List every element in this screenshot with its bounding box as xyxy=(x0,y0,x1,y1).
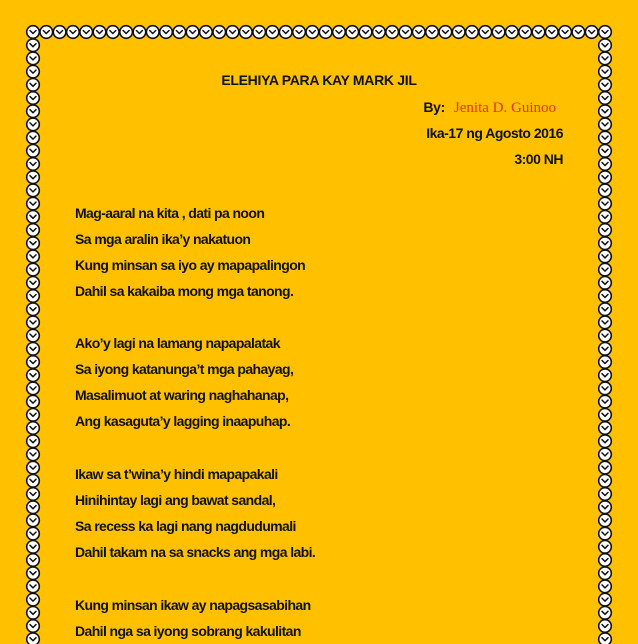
stanza-3 xyxy=(75,461,315,565)
poem-title: ELEHIYA PARA KAY MARK JIL xyxy=(221,72,417,88)
stanza-2 xyxy=(75,330,293,434)
poem-time: 3:00 NH xyxy=(514,151,563,167)
by-label: By: xyxy=(423,99,446,115)
poem-line: Kung minsan sa iyo ay mapapalingon xyxy=(75,257,306,273)
poem-line: Ikaw sa t’wina’y hindi mapapakali xyxy=(75,466,278,482)
circle-chevron-icon xyxy=(27,633,40,644)
circle-chevron-icon xyxy=(599,633,612,644)
author-name: Jenita D. Guinoo xyxy=(453,100,556,116)
poem-line: Ako’y lagi na lamang napapalatak xyxy=(75,335,280,351)
poem-line: Dahil takam na sa snacks ang mga labi. xyxy=(75,544,316,560)
poem-line: Sa mga aralin ika’y nakatuon xyxy=(75,231,251,247)
byline xyxy=(423,99,556,117)
poem-line: Hinihintay lagi ang bawat sandal, xyxy=(75,492,276,508)
poem-line: Ang kasaguta’y lagging inaapuhap. xyxy=(75,413,291,429)
poem-line: Dahil nga sa iyong sobrang kakulitan xyxy=(75,623,301,639)
poem-line: Mag-aaral na kita , dati pa noon xyxy=(75,205,265,221)
poem-line: Dahil sa kakaiba mong mga tanong. xyxy=(75,283,294,299)
stanza-1 xyxy=(75,200,305,304)
poem-line: Sa iyong katanunga’t mga pahayag, xyxy=(75,361,294,377)
poem-date: Ika-17 ng Agosto 2016 xyxy=(426,125,563,141)
poem-line: Sa recess ka lagi nang nagdudumali xyxy=(75,518,296,534)
poem-line: Masalimuot at waring naghahanap, xyxy=(75,387,289,403)
poem-line: Kung minsan ikaw ay napagsasabihan xyxy=(75,597,311,613)
stanza-4 xyxy=(75,592,311,644)
